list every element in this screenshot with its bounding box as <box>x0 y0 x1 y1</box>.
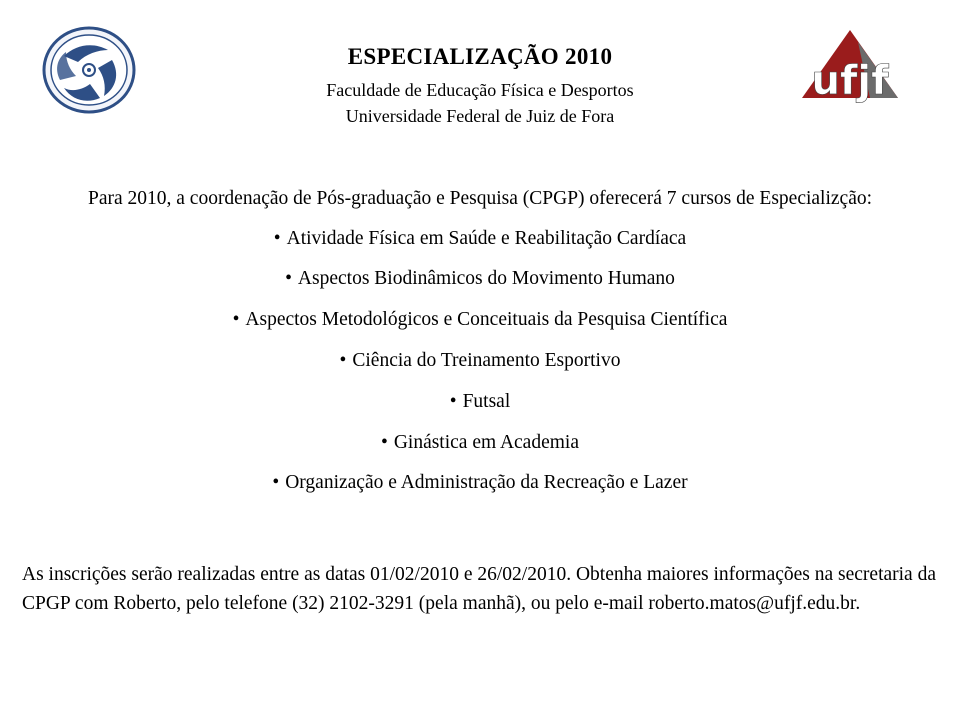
course-name: Atividade Física em Saúde e Reabilitação Cardíaca <box>286 228 687 249</box>
faculty-name: Faculdade de Educação Física e Desportos <box>326 80 634 100</box>
bullet-icon: • <box>272 472 280 493</box>
ufjf-logo-icon <box>800 28 900 112</box>
list-item <box>0 228 960 250</box>
bullet-icon: • <box>380 432 388 453</box>
list-item <box>0 309 960 331</box>
bullet-icon: • <box>449 391 457 412</box>
list-item <box>0 391 960 413</box>
course-name: Futsal <box>462 391 511 412</box>
course-name: Organização e Administração da Recreação e Lazer <box>285 472 688 493</box>
bullet-icon: • <box>339 350 347 371</box>
course-name: Aspectos Metodológicos e Conceituais da Pesquisa Científica <box>245 309 728 330</box>
bullet-icon: • <box>285 268 292 289</box>
ufjf-logo-text: ufjf <box>811 58 889 104</box>
list-item <box>0 472 960 494</box>
course-name: Aspectos Biodinâmicos do Movimento Humano <box>297 268 675 289</box>
bullet-icon: • <box>232 309 240 330</box>
course-name: Ciência do Treinamento Esportivo <box>352 350 621 371</box>
bullet-icon: • <box>273 228 281 249</box>
list-item <box>0 350 960 372</box>
registration-info: As inscrições serão realizadas entre as datas 01/02/2010 e 26/02/2010. Obtenha maiores informações na secretaria da CPGP com Roberto, pelo telefone (32) 2102-3291 (pela manhã), ou pelo e-mail roberto.matos@ufjf.edu.br. <box>22 564 936 614</box>
university-name: Universidade Federal de Juiz de Fora <box>345 106 615 126</box>
list-item <box>0 268 960 290</box>
list-item <box>0 432 960 454</box>
intro-text: Para 2010, a coordenação de Pós-graduação e Pesquisa (CPGP) oferecerá 7 cursos de Especializção: <box>87 188 873 209</box>
course-name: Ginástica em Academia <box>393 432 579 453</box>
page-title: ESPECIALIZAÇÃO 2010 <box>347 44 613 69</box>
